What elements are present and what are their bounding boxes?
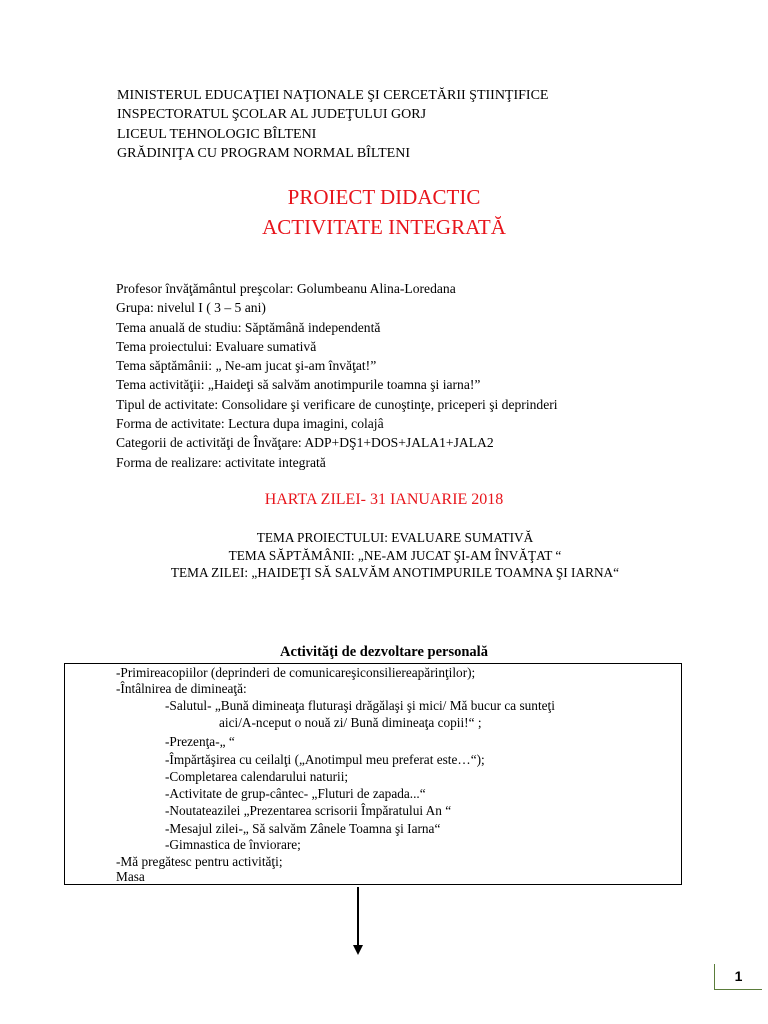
info-learning-categories: Categorii de activităţi de Învăţare: ADP+DŞ1+DOS+JALA1+JALA2 <box>116 435 494 451</box>
adp-line: -Completarea calendarului naturii; <box>165 769 349 784</box>
activity-info <box>116 279 558 472</box>
theme-week: TEMA SĂPTĂMÂNII: „NE-AM JUCAT ŞI-AM ÎNVĂŢAT “ <box>228 547 562 563</box>
info-activity-form: Forma de activitate: Lectura dupa imagini, colajâ <box>116 416 384 432</box>
header-line-kindergarten: GRĂDINIŢA CU PROGRAM NORMAL BÎLTENI <box>117 145 410 161</box>
adp-line: -Primireacopiilor (deprinderi de comunicareşiconsiliereapărinţilor); <box>116 665 476 680</box>
info-project-theme: Tema proiectului: Evaluare sumativă <box>116 338 317 354</box>
info-activity-type: Tipul de activitate: Consolidare şi verificare de cunoştinţe, priceperi şi deprinderi <box>116 396 558 412</box>
info-week-theme: Tema săptămânii: „ Ne-am jucat şi-am învăţat!” <box>116 358 377 374</box>
title-line-2: ACTIVITATE INTEGRATĂ <box>262 215 506 239</box>
adp-activities-box <box>64 663 682 885</box>
adp-line: Masa <box>116 869 145 884</box>
header-line-ministry: MINISTERUL EDUCAŢIEI NAŢIONALE ŞI CERCETĂRII ŞTIINŢIFICE <box>117 88 549 103</box>
adp-line: -Mesajul zilei-„ Să salvăm Zânele Toamna şi Iarna“ <box>165 821 441 836</box>
day-map-heading: HARTA ZILEI- 31 IANUARIE 2018 <box>264 491 504 508</box>
arrow-down-icon <box>353 945 363 955</box>
adp-line: -Salutul- „Bună dimineaţa fluturaşi drăgălaşi şi mici/ Mă bucur ca sunteţi <box>165 698 555 713</box>
day-themes <box>0 529 768 582</box>
theme-day: TEMA ZILEI: „HAIDEŢI SĂ SALVĂM ANOTIMPURILE TOAMNA ŞI IARNA“ <box>170 565 620 580</box>
adp-line: -Activitate de grup-cântec- „Fluturi de zapada...“ <box>165 786 426 801</box>
title-line-1: PROIECT DIDACTIC <box>287 185 481 209</box>
header-line-inspectorate: INSPECTORATUL ŞCOLAR AL JUDEŢULUI GORJ <box>117 107 427 123</box>
page-number: 1 <box>714 964 762 990</box>
adp-line: -Întâlnirea de dimineaţă: <box>116 681 247 696</box>
info-annual-theme: Tema anuală de studiu: Săptămână independentă <box>116 319 381 335</box>
adp-line: -Noutateazilei „Prezentarea scrisorii Împăratului An “ <box>165 803 452 818</box>
adp-line: -Mă pregătesc pentru activităţi; <box>116 854 283 869</box>
info-activity-theme: Tema activităţii: „Haideţi să salvăm anotimpurile toamna şi iarna!” <box>116 377 481 393</box>
info-group: Grupa: nivelul I ( 3 – 5 ani) <box>116 300 266 316</box>
header-line-school: LICEUL TEHNOLOGIC BÎLTENI <box>117 126 317 142</box>
flow-arrow-line <box>357 887 359 947</box>
document-title <box>0 182 768 242</box>
institution-header <box>117 86 548 163</box>
adp-section-title: Activităţi de dezvoltare personală <box>280 644 488 660</box>
info-realization-form: Forma de realizare: activitate integrată <box>116 454 326 470</box>
adp-line: -Prezenţa-„ “ <box>165 734 235 749</box>
theme-project: TEMA PROIECTULUI: EVALUARE SUMATIVĂ <box>256 530 534 545</box>
adp-line: -Împărtăşirea cu ceilalţi („Anotimpul meu preferat este…“); <box>165 752 485 767</box>
info-teacher: Profesor învăţământul preşcolar: Golumbeanu Alina-Loredana <box>116 281 456 296</box>
adp-line: aici/A-nceput o nouă zi/ Bună dimineaţa copii!“ ; <box>219 715 482 730</box>
adp-line: -Gimnastica de înviorare; <box>165 837 301 852</box>
